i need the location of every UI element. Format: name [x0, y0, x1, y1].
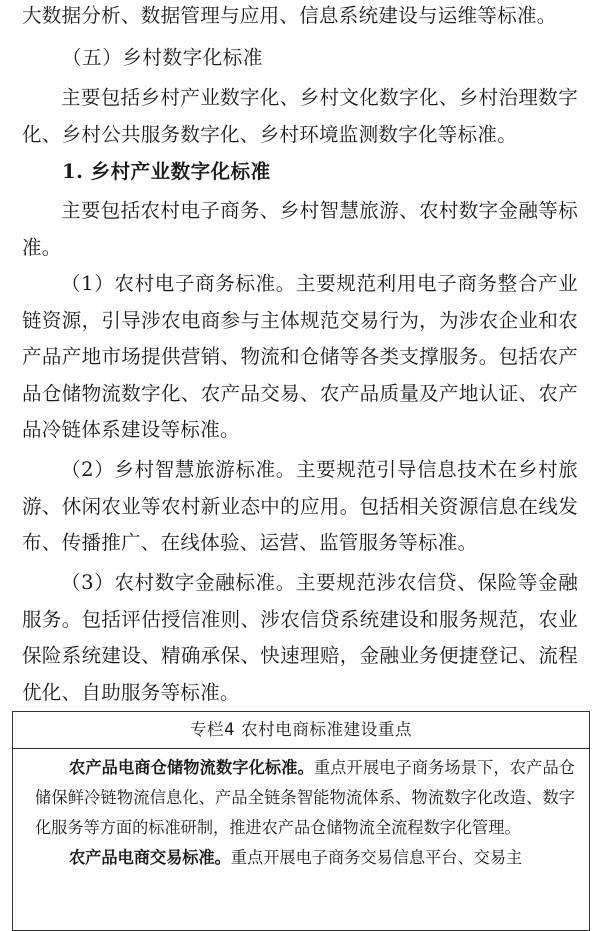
column-box-item-heading: 农产品电商交易标准。	[69, 848, 231, 867]
paragraph-rural-digitalization: 主要包括乡村产业数字化、乡村文化数字化、乡村治理数字化、乡村公共服务数字化、乡村环境监测数字化等标准。	[22, 86, 578, 146]
column-box	[12, 711, 590, 931]
column-box-item-text: 重点开展电子商务交易信息平台、交易主	[230, 848, 523, 867]
paragraph-industry-digitalization: 主要包括农村电子商务、乡村智慧旅游、农村数字金融等标准。	[22, 199, 578, 259]
subsection-heading-one: 1. 乡村产业数字化标准	[62, 160, 271, 183]
column-box-item-text: 重点开展电子商务场景下，农产品仓储保鲜冷链物流信息化、产品全链条智能物流体系、物流数字化改造、数字化服务等方面的标准研制，推进农产品仓储物流全流程数字化管理。	[35, 758, 575, 837]
paragraph-e-commerce-standard: （1）农村电子商务标准。主要规范利用电子商务整合产业链资源，引导涉农电商参与主体规范交易行为，为涉农企业和农产品产地市场提供营销、物流和仓储等各类支撑服务。包括农产品仓储物流数字化、农产品交易、农产品质量及产地认证、农产品冷链体系建设等标准。	[22, 272, 578, 441]
column-box-item	[13, 843, 589, 873]
column-box-body	[13, 749, 589, 873]
column-box-title: 专栏4 农村电商标准建设重点	[13, 712, 589, 749]
paragraph-intro-tail: 大数据分析、数据管理与应用、信息系统建设与运维等标准。	[22, 4, 557, 27]
paragraph-digital-finance-standard: （3）农村数字金融标准。主要规范涉农信贷、保险等金融服务。包括评估授信准则、涉农信贷系统建设和服务规范，农业保险系统建设、精确承保、快速理赔，金融业务便捷登记、流程优化、自助服务等标准。	[22, 571, 578, 704]
section-heading-five: （五）乡村数字化标准	[62, 46, 264, 69]
paragraph-smart-tourism-standard: （2）乡村智慧旅游标准。主要规范引导信息技术在乡村旅游、休闲农业等农村新业态中的应用。包括相关资源信息在线发布、传播推广、在线体验、运营、监管服务等标准。	[22, 458, 578, 554]
column-box-item	[13, 753, 589, 843]
column-box-item-heading: 农产品电商仓储物流数字化标准。	[69, 758, 314, 777]
